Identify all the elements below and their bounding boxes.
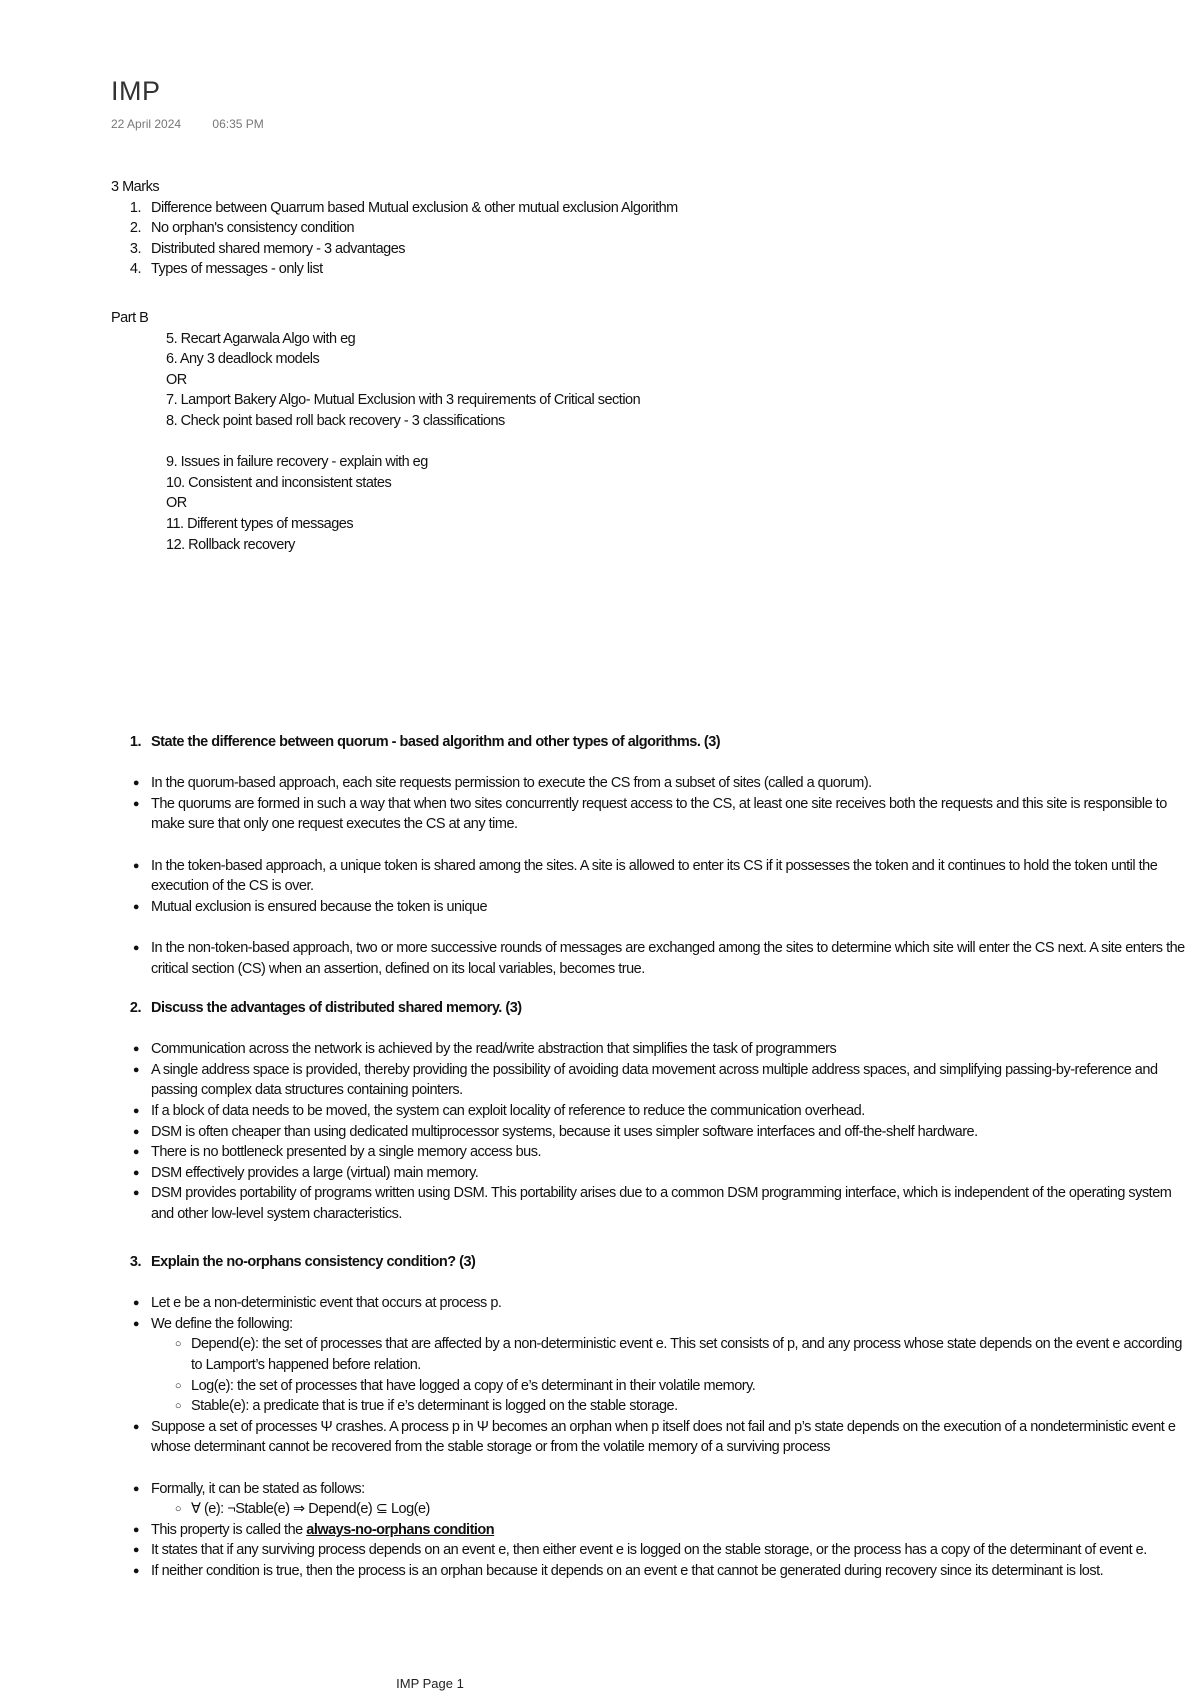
bullet-item: ● Formally, it can be stated as follows: (111, 1479, 1191, 1500)
circle-bullet-icon: ○ (174, 1338, 181, 1351)
bullet-icon: ● (132, 1187, 139, 1200)
partb-line: 9. Issues in failure recovery - explain with eg (166, 454, 428, 471)
partb-line: 11. Different types of messages (166, 515, 354, 532)
circle-bullet-icon: ○ (174, 1400, 181, 1413)
sub-bullet-item: ○ Log(e): the set of processes that have logged a copy of e’s determinant in their volatile memory. (111, 1376, 1191, 1397)
sub-bullet-item: ○ Depend(e): the set of processes that are affected by a non-deterministic event e. This set consists of p, and any process whose state depends on the event e according to Lamport’s happened before relation. (111, 1334, 1191, 1375)
bullet-item: ● In the non-token-based approach, two or more successive rounds of messages are exchanged among the sites to determine which site will enter the CS next. A site enters the critical section (CS) when an assertion, defined on its local variables, becomes true. (111, 938, 1191, 979)
marks3-heading: 3 Marks (111, 179, 160, 195)
partb-line: 12. Rollback recovery (166, 536, 295, 553)
partb-line: 10. Consistent and inconsistent states (166, 474, 392, 491)
bullet-icon: ● (132, 1125, 139, 1138)
bullet-item: ● A single address space is provided, thereby providing the possibility of avoiding data movement across multiple address spaces, and simplifying passing-by-reference and passing complex data structures containing pointers. (111, 1060, 1191, 1101)
bullet-icon: ● (132, 1420, 139, 1433)
list-item: 1. Difference between Quarrum based Mutual exclusion & other mutual exclusion Algorithm (129, 199, 678, 216)
partb-section (111, 308, 1191, 555)
question-3-section (111, 1252, 1191, 1582)
partb-line: 7. Lamport Bakery Algo- Mutual Exclusion with 3 requirements of Critical section (166, 392, 641, 409)
page-timestamp (111, 117, 292, 131)
bullet-item: ● If neither condition is true, then the process is an orphan because it depends on an event e that cannot be generated during recovery since its determinant is lost. (111, 1561, 1191, 1582)
question-1-section (111, 732, 1191, 979)
bullet-icon: ● (132, 941, 139, 954)
bullet-icon: ● (132, 777, 139, 790)
emphasized-term: always-no-orphans condition (306, 1521, 495, 1538)
bullet-item: ● We define the following: (111, 1314, 1191, 1335)
bullet-icon: ● (132, 1063, 139, 1076)
bullet-item: ● Suppose a set of processes Ψ crashes. A process p in Ψ becomes an orphan when p itself does not fail and p’s state depends on the execution of a nondeterministic event e whose determinant cannot be recovered from the stable storage or from the volatile memory of a surviving process (111, 1417, 1191, 1458)
page-time: 06:35 PM (212, 117, 264, 131)
bullet-item: ● Communication across the network is achieved by the read/write abstraction that simplifies the task of programmers (111, 1039, 1191, 1060)
bullet-icon: ● (132, 797, 139, 810)
page-date: 22 April 2024 (111, 117, 182, 131)
page-footer (0, 1676, 1200, 1691)
bullet-item: ● The quorums are formed in such a way that when two sites concurrently request access to the CS, at least one site receives both the requests and this site is responsible to make sure that only one request executes the CS at any time. (111, 794, 1191, 835)
bullet-icon: ● (132, 859, 139, 872)
bullet-icon: ● (132, 1544, 139, 1557)
partb-line: 8. Check point based roll back recovery - 3 classifications (166, 412, 505, 429)
bullet-icon: ● (132, 1523, 139, 1536)
list-item: 3. Distributed shared memory - 3 advantages (129, 240, 406, 257)
bullet-icon: ● (132, 900, 139, 913)
bullet-item: ● DSM is often cheaper than using dedicated multiprocessor systems, because it uses simpler software interfaces and off-the-shelf hardware. (111, 1122, 1191, 1143)
bullet-item: ● In the quorum-based approach, each site requests permission to execute the CS from a subset of sites (called a quorum). (111, 773, 1191, 794)
bullet-icon: ● (132, 1564, 139, 1577)
bullet-item: ● There is no bottleneck presented by a single memory access bus. (111, 1142, 1191, 1163)
bullet-item: ● In the token-based approach, a unique token is shared among the sites. A site is allowed to enter its CS if it possesses the token and it continues to hold the token until the execution of the CS is over. (111, 856, 1191, 897)
circle-bullet-icon: ○ (174, 1379, 181, 1392)
page-title: IMP (111, 76, 161, 106)
circle-bullet-icon: ○ (174, 1503, 181, 1516)
sub-bullet-item: ○ Stable(e): a predicate that is true if e’s determinant is logged on the stable storage. (111, 1396, 1191, 1417)
bullet-icon: ● (132, 1482, 139, 1495)
list-item: 4. Types of messages - only list (129, 261, 323, 278)
bullet-item: ● It states that if any surviving process depends on an event e, then either event e is logged on the stable storage, or the process has a copy of the determinant of event e. (111, 1540, 1191, 1561)
bullet-icon: ● (132, 1104, 139, 1117)
question-2-section (111, 998, 1191, 1225)
bullet-item: ● This property is called the always-no-orphans condition (111, 1520, 1191, 1541)
partb-heading: Part B (111, 310, 149, 326)
question-heading: 3. Explain the no-orphans consistency condition? (3) (129, 1254, 476, 1270)
bullet-item: ● Mutual exclusion is ensured because the token is unique (111, 897, 1191, 918)
bullet-icon: ● (132, 1043, 139, 1056)
bullet-icon: ● (132, 1166, 139, 1179)
bullet-icon: ● (132, 1297, 139, 1310)
bullet-item: ● DSM effectively provides a large (virtual) main memory. (111, 1163, 1191, 1184)
question-heading: 1. State the difference between quorum - based algorithm and other types of algorithms. (3) (129, 734, 721, 750)
marks3-section (111, 177, 1191, 280)
partb-line (111, 432, 1191, 453)
bullet-icon: ● (132, 1317, 139, 1330)
partb-line: OR (166, 495, 187, 512)
page-label: IMP Page 1 (396, 1676, 464, 1691)
partb-line: 5. Recart Agarwala Algo with eg (166, 330, 356, 347)
sub-bullet-item: ○ ∀ (e): ¬Stable(e) ⇒ Depend(e) ⊆ Log(e) (111, 1499, 1191, 1520)
bullet-item: ● DSM provides portability of programs written using DSM. This portability arises due to a common DSM programming interface, which is independent of the operating system and other low-level system characteristics. (111, 1183, 1191, 1224)
bullet-item: ● If a block of data needs to be moved, the system can exploit locality of reference to reduce the communication overhead. (111, 1101, 1191, 1122)
bullet-icon: ● (132, 1146, 139, 1159)
partb-line: OR (166, 371, 187, 388)
partb-line: 6. Any 3 deadlock models (166, 351, 320, 368)
list-item: 2. No orphan's consistency condition (129, 220, 355, 237)
question-heading: 2. Discuss the advantages of distributed shared memory. (3) (129, 1000, 522, 1016)
bullet-item: ● Let e be a non-deterministic event that occurs at process p. (111, 1293, 1191, 1314)
